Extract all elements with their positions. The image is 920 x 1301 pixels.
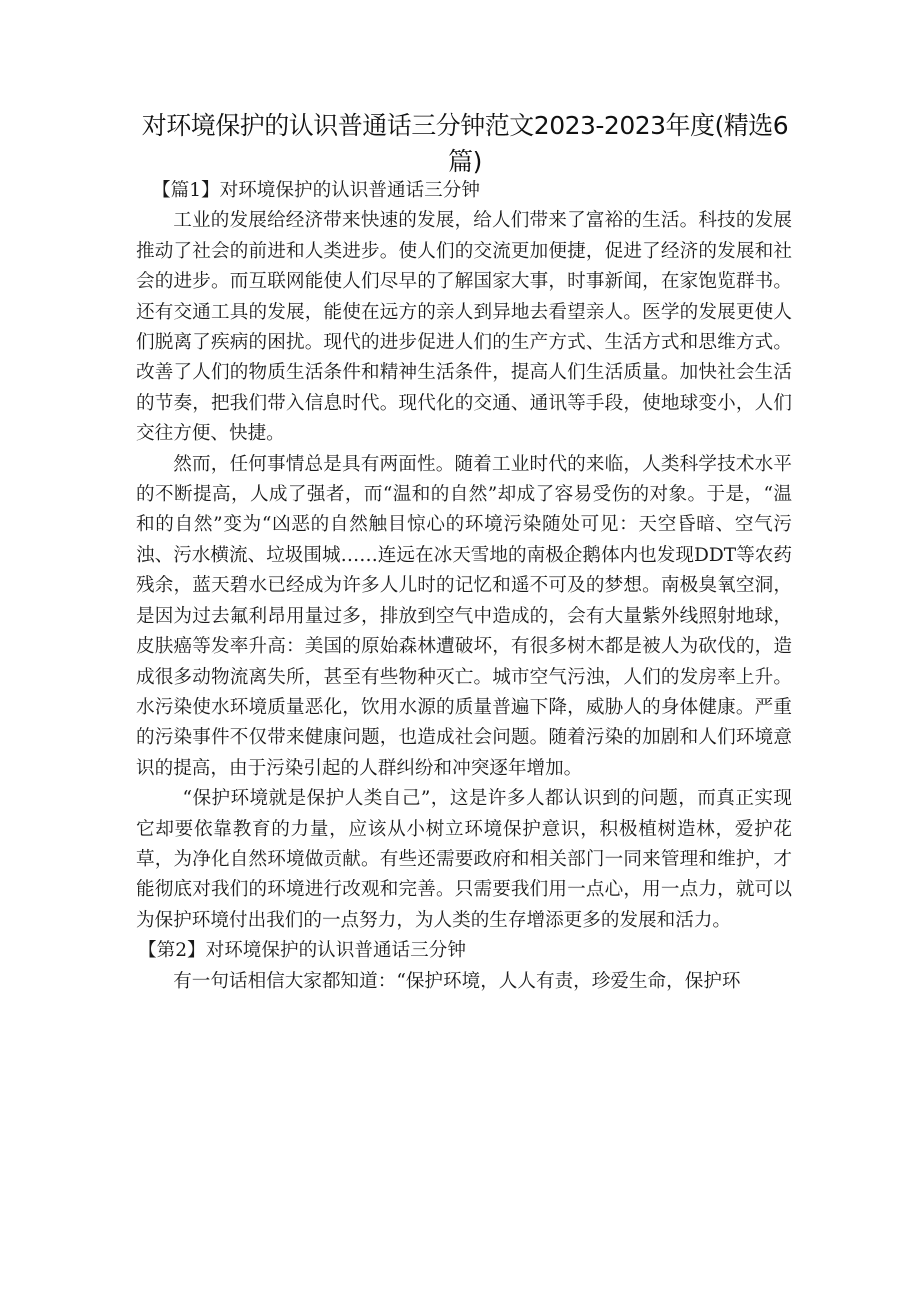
section-1-heading: 【篇1】对环境保护的认识普通话三分钟 [152,180,480,201]
section-1-paragraph-2: 然而，任何事情总是具有两面性。随着工业时代的来临，人类科学技术水平的不断提高，人成了强者，而“温和的自然”却成了容易受伤的对象。于是，“温和的自然”变为“凶恶的自然触目惊心的环境污染随处可见：天空昏暗、空气污浊、污水横流、垃圾围城……连远在冰天雪地的南极企鹅体内也发现DDT等农药残余，蓝天碧水已经成为许多人儿时的记忆和遥不可及的梦想。南极臭氧空洞，是因为过去氟利昂用量过多，排放到空气中造成的，会有大量紫外线照射地球，皮肤癌等发率升高：美国的原始森林遭破坏，有很多树木都是被人为砍伐的，造成很多动物流离失所，甚至有些物种灭亡。城市空气污浊，人们的发房率上升。水污染使水环境质量恶化，饮用水源的质量普遍下降，威胁人的身体健康。严重的污染事件不仅带来健康问题，也造成社会问题。随着污染的加剧和人们环境意识的提高，由于污染引起的人群纠纷和冲突逐年增加。 [136,453,792,779]
section-1-paragraph-1: 工业的发展给经济带来快速的发展，给人们带来了富裕的生活。科技的发展推动了社会的前进和人类进步。使人们的交流更加便捷，促进了经济的发展和社会的进步。而互联网能使人们尽早的了解国家大事，时事新闻，在家饱览群书。还有交通工具的发展，能使在远方的亲人到异地去看望亲人。医学的发展更使人们脱离了疾病的困扰。现代的进步促进人们的生产方式、生活方式和思维方式。改善了人们的物质生活条件和精神生活条件，提高人们生活质量。加快社会生活的节奏，把我们带入信息时代。现代化的交通、通讯等手段，使地球变小，人们交往方便、快捷。 [136,210,792,445]
section-1-paragraph-3: “保护环境就是保护人类自己”，这是许多人都认识到的问题，而真正实现它却要依靠教育的力量，应该从小树立环境保护意识，积极植树造林，爱护花草，为净化自然环境做贡献。有些还需要政府和相关部门一同来管理和维护，才能彻底对我们的环境进行改观和完善。只需要我们用一点心，用一点力，就可以为保护环境付出我们的一点努力，为人类的生存增添更多的发展和活力。 [136,788,792,931]
document-title: 对环境保护的认识普通话三分钟范文2023-2023年度(精选6篇) [141,111,789,176]
section-2-heading: 【第2】对环境保护的认识普通话三分钟 [138,940,466,962]
section-2-paragraph-1: 有一句话相信大家都知道：“保护环境，人人有责，珍爱生命，保护环 [173,970,741,992]
document-body [136,176,792,997]
